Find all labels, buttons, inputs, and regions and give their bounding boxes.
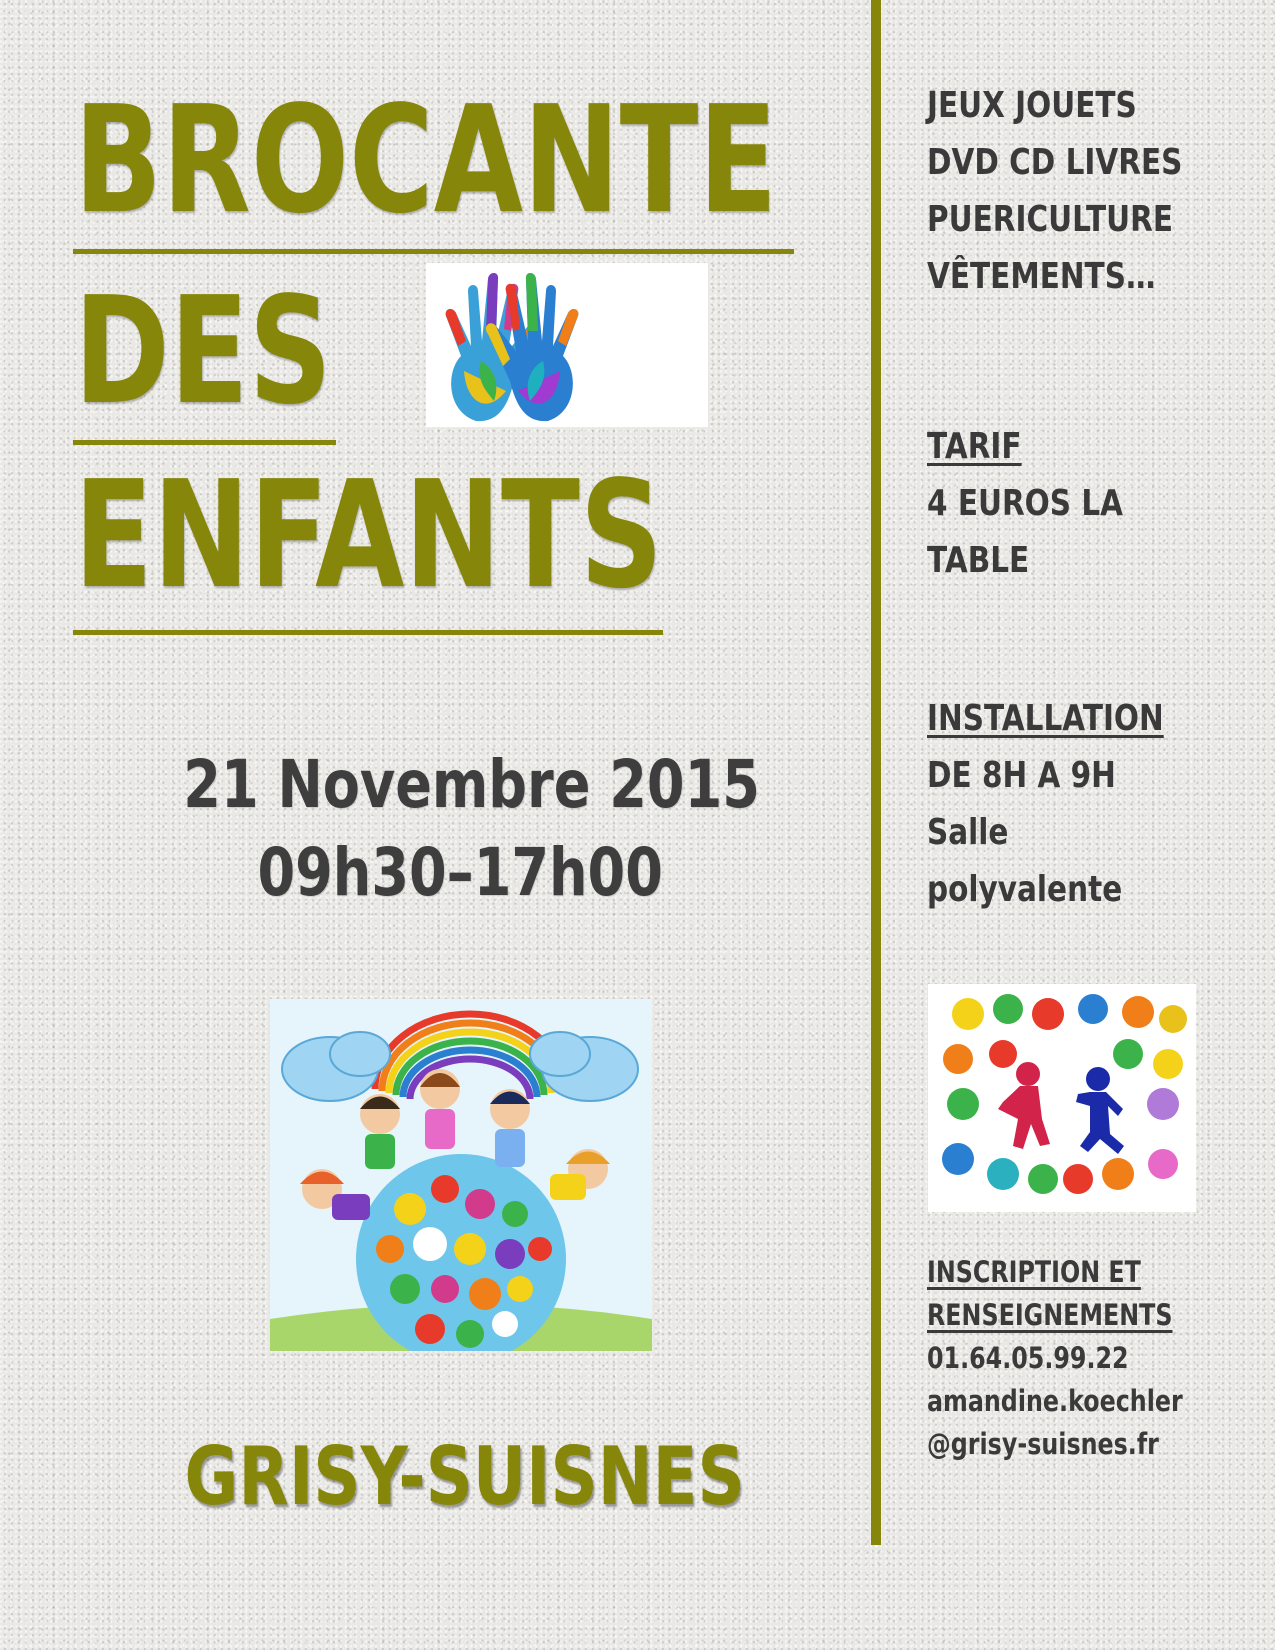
contact-heading: INSCRIPTION ET bbox=[927, 1255, 1141, 1289]
items-line: VÊTEMENTS… bbox=[927, 256, 1156, 297]
tarif-line: 4 EUROS LA bbox=[927, 483, 1123, 524]
title-brocante: BROCANTE bbox=[74, 74, 778, 246]
contact-email[interactable]: amandine.koechler bbox=[927, 1384, 1183, 1418]
tarif-line: TABLE bbox=[927, 540, 1030, 581]
tarif-section bbox=[927, 418, 1123, 589]
children-globe-image bbox=[270, 999, 652, 1351]
installation-section bbox=[927, 690, 1164, 918]
title-des: DES bbox=[74, 265, 332, 437]
rainbow-kids-icon bbox=[270, 999, 652, 1351]
column-divider bbox=[871, 0, 881, 1545]
handprints-kids-image bbox=[928, 984, 1196, 1212]
contact-phone: 01.64.05.99.22 bbox=[927, 1341, 1129, 1375]
title-underline-3 bbox=[73, 630, 663, 635]
installation-line: polyvalente bbox=[927, 869, 1123, 910]
title-enfants: ENFANTS bbox=[74, 449, 663, 621]
installation-line: Salle bbox=[927, 812, 1009, 853]
handprints-kids-icon bbox=[928, 984, 1196, 1212]
contact-section bbox=[927, 1251, 1183, 1466]
items-list bbox=[927, 77, 1182, 305]
title-underline-1 bbox=[73, 249, 794, 254]
handprint-icon bbox=[426, 263, 708, 427]
items-line: DVD CD LIVRES bbox=[927, 142, 1183, 183]
installation-line: DE 8H A 9H bbox=[927, 755, 1116, 796]
title-underline-2 bbox=[73, 440, 336, 445]
tarif-heading: TARIF bbox=[927, 426, 1022, 467]
event-date: 21 Novembre 2015 bbox=[183, 746, 760, 823]
event-hours: 09h30–17h00 bbox=[257, 834, 663, 911]
items-line: JEUX JOUETS bbox=[927, 85, 1137, 126]
event-town: GRISY-SUISNES bbox=[184, 1430, 746, 1523]
installation-heading: INSTALLATION bbox=[927, 698, 1164, 739]
contact-heading: RENSEIGNEMENTS bbox=[927, 1298, 1173, 1332]
contact-email[interactable]: @grisy-suisnes.fr bbox=[927, 1427, 1159, 1461]
items-line: PUERICULTURE bbox=[927, 199, 1174, 240]
handprints-image bbox=[426, 263, 708, 427]
